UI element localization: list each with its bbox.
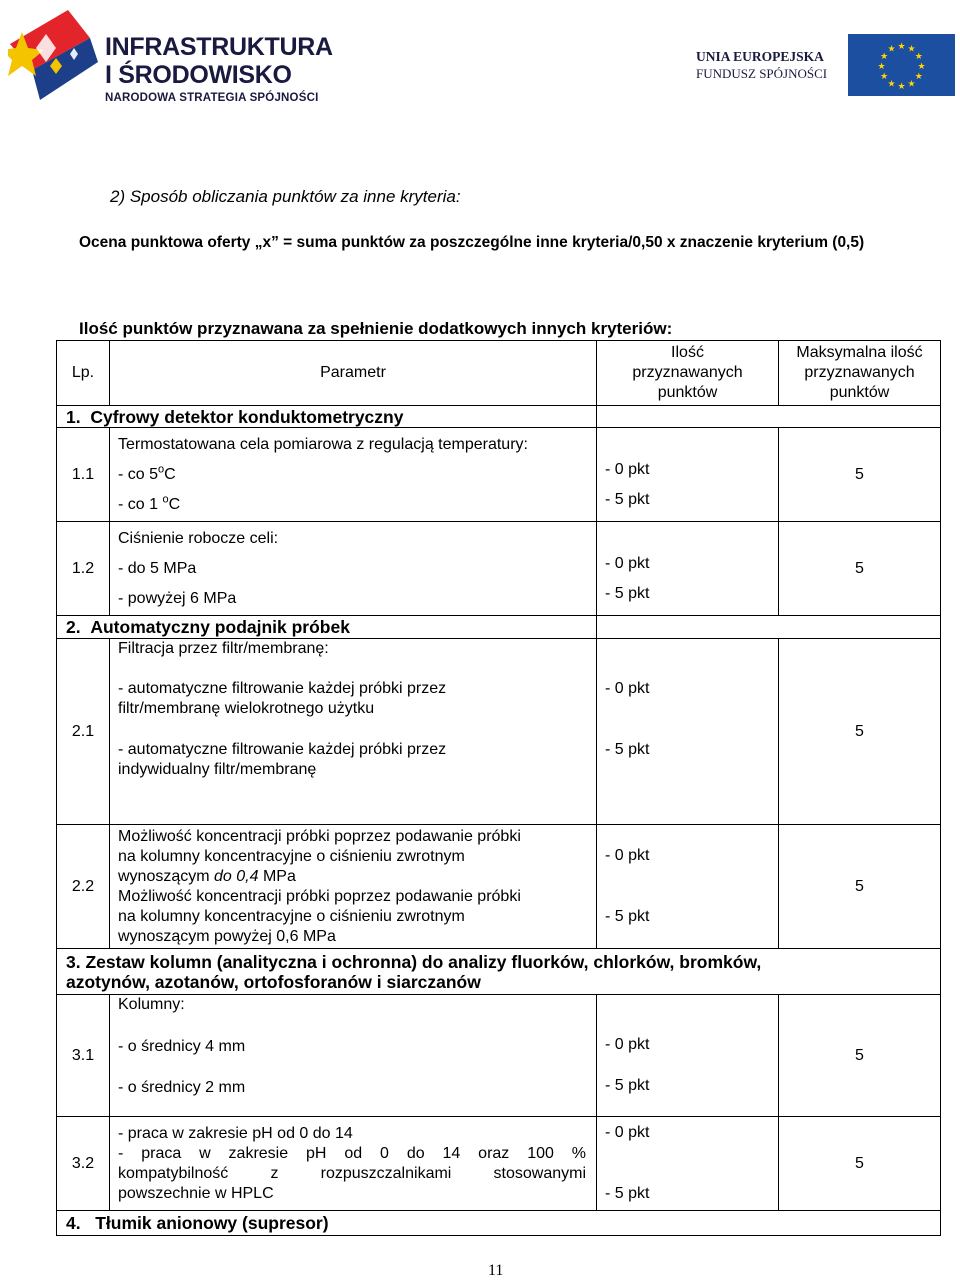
row-max: 5 [779, 825, 941, 949]
svg-text:★: ★ [914, 52, 923, 62]
svg-text:★: ★ [897, 42, 906, 52]
group-row [57, 406, 941, 428]
row-max: 5 [779, 995, 941, 1117]
table-row [57, 825, 941, 949]
group-title: 3. Zestaw kolumn (analityczna i ochronna) do analizy fluorków, chlorków, bromków, azotynów, azotanów, ortofosforanów i siarczanów [57, 949, 941, 995]
group-row [57, 616, 941, 639]
header-lp: Lp. [57, 341, 110, 406]
row-param: Możliwość koncentracji próbki poprzez podawanie próbki na kolumny koncentracyjne o ciśnieniu zwrotnym wynoszącym do 0,4 MPa Możliwość koncentracji próbki poprzez podawanie próbki na kolumny koncentracyjne o ciśnieniu zwrotnym wynoszącym powyżej 0,6 MPa [110, 825, 597, 949]
row-param: Termostatowana cela pomiarowa z regulacją temperatury: - co 5$^o$C - co 1 $^o$C [110, 428, 597, 522]
table-row [57, 995, 941, 1117]
header-max-points: Maksymalna ilość przyznawanych punktów [779, 341, 941, 406]
row-max: 5 [779, 522, 941, 616]
eu-flag-icon [848, 34, 955, 96]
row-param: Ciśnienie robocze celi: - do 5 MPa - powyżej 6 MPa [110, 522, 597, 616]
svg-text:★: ★ [917, 62, 926, 72]
row-points: - 0 pkt - 5 pkt [597, 428, 779, 522]
row-points: - 0 pkt - 5 pkt [597, 522, 779, 616]
flag-star-icon [8, 4, 100, 104]
svg-text:★: ★ [907, 79, 916, 90]
row-param: Kolumny: - o średnicy 4 mm - o średnicy 2 mm [110, 995, 597, 1117]
scoring-formula: Ocena punktowa oferty „x” = suma punktów za poszczególne inne kryteria/0,50 x znaczenie kryterium (0,5) [79, 234, 865, 251]
row-max: 5 [779, 639, 941, 825]
table-row [57, 428, 941, 522]
row-max: 5 [779, 1117, 941, 1211]
brand-line-1: INFRASTRUKTURA [105, 33, 333, 61]
group-title: 1. Cyfrowy detektor konduktometryczny [57, 406, 597, 428]
svg-text:★: ★ [880, 72, 889, 82]
svg-text:★: ★ [880, 52, 889, 62]
svg-text:★: ★ [887, 79, 896, 90]
table-row [57, 1117, 941, 1211]
row-lp: 2.2 [57, 825, 110, 949]
row-points: - 0 pkt - 5 pkt [597, 1117, 779, 1211]
svg-text:★: ★ [907, 44, 916, 55]
svg-text:★: ★ [897, 82, 906, 92]
group-title: 2. Automatyczny podajnik próbek [57, 616, 597, 639]
group-row [57, 949, 941, 995]
row-max: 5 [779, 428, 941, 522]
row-points: - 0 pkt - 5 pkt [597, 639, 779, 825]
svg-text:★: ★ [877, 62, 886, 72]
infrastruktura-logo [8, 4, 348, 104]
eu-line-1: UNIA EUROPEJSKA [696, 49, 824, 64]
header-param: Parametr [110, 341, 597, 406]
brand-line-3: NARODOWA STRATEGIA SPÓJNOŚCI [105, 92, 319, 104]
row-lp: 3.2 [57, 1117, 110, 1211]
row-param: - praca w zakresie pH od 0 do 14 - praca w zakresie pH od 0 do 14 oraz 100 % kompatybilność z rozpuszczalnikami stosowanymi powszechnie w HPLC [110, 1117, 597, 1211]
row-lp: 2.1 [57, 639, 110, 825]
group-row [57, 1211, 941, 1236]
table-row [57, 639, 941, 825]
header-points: Ilość przyznawanych punktów [597, 341, 779, 406]
row-points: - 0 pkt - 5 pkt [597, 825, 779, 949]
section-title: 2) Sposób obliczania punktów za inne kryteria: [110, 187, 461, 206]
table-header-row [57, 341, 941, 406]
svg-text:★: ★ [887, 44, 896, 55]
row-param: Filtracja przez filtr/membranę: - automatyczne filtrowanie każdej próbki przez filtr/membranę wielokrotnego użytku - automatyczne filtrowanie każdej próbki przez indywidualny filtr/membranę [110, 639, 597, 825]
row-lp: 1.1 [57, 428, 110, 522]
eu-line-2: FUNDUSZ SPÓJNOŚCI [696, 66, 828, 81]
group-title: 4. Tłumik anionowy (supresor) [57, 1211, 941, 1236]
svg-text:★: ★ [914, 72, 923, 82]
row-lp: 3.1 [57, 995, 110, 1117]
table-row [57, 522, 941, 616]
page-number: 11 [488, 1262, 504, 1279]
criteria-table [56, 340, 941, 1236]
eu-logo [690, 34, 952, 98]
criteria-subheading: Ilość punktów przyznawana za spełnienie dodatkowych innych kryteriów: [79, 319, 673, 338]
brand-line-2: I ŚRODOWISKO [105, 61, 292, 89]
row-lp: 1.2 [57, 522, 110, 616]
row-points: - 0 pkt - 5 pkt [597, 995, 779, 1117]
